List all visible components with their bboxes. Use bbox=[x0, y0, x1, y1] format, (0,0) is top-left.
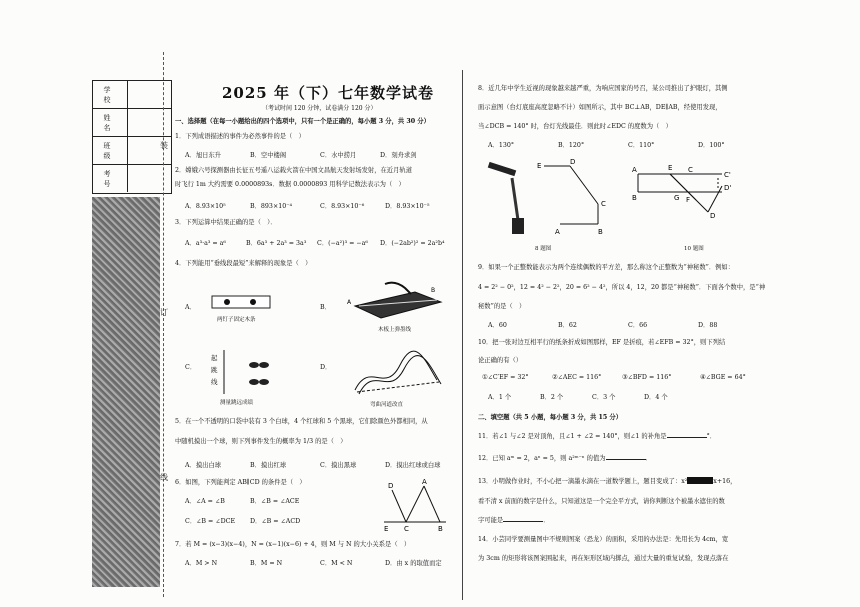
option[interactable]: B．62 bbox=[558, 322, 577, 329]
question-6: 6．如图，下列能判定 AB∥CD 的条件是（ ） bbox=[175, 479, 306, 486]
figure-nailed-strip bbox=[210, 292, 272, 312]
option[interactable]: D．∠B = ∠ACD bbox=[250, 518, 301, 525]
label-C: C bbox=[601, 200, 606, 208]
option[interactable]: C．66 bbox=[628, 322, 648, 329]
char: 跳 bbox=[211, 366, 218, 374]
option[interactable]: B．摸出红球 bbox=[250, 462, 287, 469]
question-2-cont: 时飞行 1m 大约需要 0.0000893s．数据 0.0000893 用科学记数法表示为（ ） bbox=[175, 181, 405, 188]
info-row-number bbox=[93, 165, 171, 192]
option[interactable]: C．摸出黑球 bbox=[320, 462, 357, 469]
figure-long-jump bbox=[222, 350, 282, 395]
svg-text:A: A bbox=[347, 299, 352, 306]
label-E: E bbox=[537, 162, 542, 170]
option[interactable]: C．8.93×10⁻⁶ bbox=[320, 203, 365, 210]
label-A: A bbox=[422, 478, 427, 486]
option[interactable]: D．摸出红球或白球 bbox=[385, 462, 441, 469]
info-label: 姓 名 bbox=[103, 113, 117, 132]
option[interactable]: D．由 x 的取值而定 bbox=[385, 560, 442, 567]
binding-dashed-line bbox=[163, 52, 164, 597]
info-row-school bbox=[93, 81, 171, 109]
section-2-heading: 二、填空题（共 5 小题，每小题 3 分，共 15 分） bbox=[478, 414, 623, 421]
option[interactable]: A．旭日东升 bbox=[185, 152, 222, 159]
statement: ④∠BGE = 64° bbox=[700, 374, 746, 381]
question-4: 4．下列能用“垂线段最短”来解释的现象是（ ） bbox=[175, 260, 312, 267]
option[interactable]: B．893×10⁻⁴ bbox=[250, 203, 293, 210]
question-13-cont2 bbox=[478, 515, 549, 525]
page-title: 2025 年（下）七年数学试卷 bbox=[222, 84, 434, 102]
label-Cp: C' bbox=[724, 171, 731, 179]
question-13-cont: 看不清 x 前面的数字是什么，只知道这是一个完全平方式，请你判断这个被墨水遮住的数 bbox=[478, 498, 725, 505]
option[interactable]: A．∠A = ∠B bbox=[185, 498, 225, 505]
svg-text:B: B bbox=[431, 287, 436, 294]
question-9-cont: 4 = 2² − 0²，12 = 4² − 2²，20 = 6² − 4²，所以 4，12，20 都是“神秘数”．下面各个数中，是“神 bbox=[478, 284, 766, 291]
question-13 bbox=[478, 477, 736, 486]
option[interactable]: C．水中捞月 bbox=[320, 152, 357, 159]
info-label: 班 级 bbox=[103, 141, 117, 160]
question-10: 10．把一张对边互相平行的纸条折成如图那样，EF 是折痕，若∠EFB = 32°，则下列结 bbox=[478, 339, 726, 346]
option[interactable]: B．∠B = ∠ACE bbox=[250, 498, 300, 505]
option-label[interactable]: D． bbox=[320, 364, 332, 371]
label-C: C bbox=[688, 166, 693, 174]
info-field[interactable] bbox=[127, 109, 171, 136]
option[interactable]: D．8.93×10⁻⁵ bbox=[385, 203, 430, 210]
question-5-cont: 中随机摸出一个球，则下列事件发生的概率为 1/3 的是（ ） bbox=[175, 438, 347, 445]
binding-margin-hatch bbox=[92, 197, 160, 587]
option[interactable]: C．M < N bbox=[320, 560, 353, 567]
label-B: B bbox=[632, 194, 637, 202]
info-label: 考 号 bbox=[103, 169, 117, 188]
option[interactable]: D．4 个 bbox=[644, 394, 668, 401]
option[interactable]: D．100° bbox=[698, 142, 725, 149]
char: 起 bbox=[211, 354, 218, 362]
label-D: D bbox=[570, 158, 576, 166]
option[interactable]: C．110° bbox=[628, 142, 655, 149]
option[interactable]: D．(−2ab²)² = 2a²b⁴ bbox=[380, 240, 445, 247]
answer-blank[interactable] bbox=[667, 431, 707, 438]
question-5: 5．在一个不透明的口袋中装有 3 个白球，4 个红球和 5 个黑球，它们除颜色外都相同，从 bbox=[175, 418, 428, 425]
q12-text: 12．已知 aᵐ = 2，aⁿ = 5，则 a²ᵐ⁻ⁿ 的值为 bbox=[478, 455, 606, 462]
label-F: F bbox=[686, 196, 691, 204]
label-C: C bbox=[404, 525, 409, 533]
question-1: 1．下列成语描述的事件为必然事件的是（ ） bbox=[175, 133, 305, 140]
question-12 bbox=[478, 453, 652, 463]
option[interactable]: B．6a³ + 2a³ = 3a³ bbox=[246, 240, 307, 247]
takeoff-line-label bbox=[211, 352, 218, 388]
q11-text: 11．若∠1 与∠2 是对顶角，且∠1 + ∠2 = 140°，则∠1 的补角是 bbox=[478, 433, 667, 440]
section-1-heading: 一、选择题（在每一小题给出的四个选项中，只有一个是正确的，每小题 3 分，共 30 分） bbox=[175, 118, 430, 125]
option[interactable]: B．M = N bbox=[250, 560, 283, 567]
figure-q6-angles bbox=[380, 476, 450, 534]
char: 线 bbox=[211, 378, 218, 386]
option[interactable]: B．2 个 bbox=[540, 394, 564, 401]
option[interactable]: A．130° bbox=[488, 142, 515, 149]
answer-blank[interactable] bbox=[606, 453, 646, 460]
figure-caption: 弯曲河道改直 bbox=[370, 402, 404, 408]
q13c-end: ． bbox=[543, 517, 550, 524]
question-11 bbox=[478, 431, 716, 441]
option[interactable]: A．摸出白球 bbox=[185, 462, 222, 469]
option-label[interactable]: C． bbox=[185, 364, 197, 371]
label-Dp: D' bbox=[724, 184, 732, 192]
option[interactable]: B．空中楼阁 bbox=[250, 152, 287, 159]
answer-blank[interactable] bbox=[503, 515, 543, 522]
figure-desk-lamp bbox=[482, 158, 612, 240]
exam-subtitle: （考试时间 120 分钟，试卷满分 120 分） bbox=[262, 105, 377, 112]
option[interactable]: A．1 个 bbox=[488, 394, 512, 401]
figure-caption: 木板上弹墨线 bbox=[378, 327, 412, 333]
label-B: B bbox=[598, 228, 603, 236]
figure-river bbox=[345, 350, 445, 398]
option[interactable]: D．刻舟求剑 bbox=[380, 152, 417, 159]
label-G: G bbox=[674, 194, 680, 202]
q11-end: °． bbox=[706, 433, 717, 440]
question-8-cont: 当∠DCB = 140° 时，台灯光线最佳．则此时∠EDC 的度数为（ ） bbox=[478, 123, 672, 130]
question-9-cont: 秘数”的是（ ） bbox=[478, 303, 526, 310]
q13-text: 13．小明做作业时，不小心把一滴墨水滴在一道数学题上，题目变成了：x² bbox=[478, 478, 688, 485]
option-label[interactable]: A． bbox=[185, 304, 196, 311]
q13c-text: 字可能是 bbox=[478, 517, 504, 524]
figure-folded-strip bbox=[630, 160, 740, 230]
info-row-name bbox=[93, 109, 171, 137]
q12-end: ． bbox=[645, 455, 652, 462]
figure-caption: 测量跳远成绩 bbox=[220, 400, 254, 406]
option[interactable]: B．120° bbox=[558, 142, 585, 149]
option[interactable]: C．(−a²)³ = −a⁶ bbox=[317, 240, 368, 247]
binding-char: 线 bbox=[160, 473, 168, 482]
figure-ink-line-board bbox=[345, 280, 445, 320]
question-7: 7．若 M = (x−3)(x−4)，N = (x−1)(x−6) + 4，则 M 与 N 的大小关系是（ ） bbox=[175, 541, 411, 548]
question-2: 2．嫦娥六号探测器由长征五号遥八运载火箭在中国文昌航天发射场发射，在近月轨道 bbox=[175, 167, 412, 174]
info-field[interactable] bbox=[127, 81, 171, 108]
option[interactable]: A．a³·a³ = a⁶ bbox=[185, 240, 226, 247]
label-B: B bbox=[438, 525, 443, 533]
binding-char: 订 bbox=[160, 308, 168, 317]
question-14: 14．小芸同学要测量图中不规则图案（恐龙）的面积，采用的办法是：先用长为 4cm，宽 bbox=[478, 536, 729, 543]
label-A: A bbox=[632, 166, 637, 174]
figure-caption: 8 题图 bbox=[535, 246, 552, 252]
statement: ①∠C′EF = 32° bbox=[482, 374, 529, 381]
statement: ③∠BFD = 116° bbox=[622, 374, 672, 381]
label-D: D bbox=[388, 482, 394, 490]
question-9: 9．如果一个正整数能表示为两个连续偶数的平方差，那么称这个正整数为“神秘数”．例如： bbox=[478, 264, 735, 271]
option[interactable]: A．60 bbox=[488, 322, 507, 329]
label-E: E bbox=[668, 164, 673, 172]
binding-char: 装 bbox=[160, 141, 168, 150]
option[interactable]: C．∠B = ∠DCE bbox=[185, 518, 236, 525]
label-A: A bbox=[555, 228, 560, 236]
figure-caption: 10 题图 bbox=[684, 246, 704, 252]
question-8: 8．近几年中学生近视的现象越来越严重，为响应国家的号召，某公司推出了护眼灯，其侧 bbox=[478, 85, 728, 92]
option[interactable]: A．8.93×10⁵ bbox=[185, 203, 226, 210]
ink-blot bbox=[687, 477, 713, 484]
figure-caption: 两钉子固定木条 bbox=[217, 317, 256, 323]
student-info-table bbox=[92, 80, 172, 194]
info-label: 学 校 bbox=[103, 85, 117, 104]
statement: ②∠AEC = 116° bbox=[552, 374, 602, 381]
question-10-cont: 论正确的有（） bbox=[478, 357, 523, 364]
option-label[interactable]: B． bbox=[320, 304, 331, 311]
option[interactable]: A．M > N bbox=[185, 560, 218, 567]
option[interactable]: C．3 个 bbox=[592, 394, 616, 401]
option[interactable]: D．88 bbox=[698, 322, 718, 329]
question-14-cont: 为 3cm 的矩形将该图案围起来，再在矩形区域内掷点，通过大量的重复试验，发现点落在 bbox=[478, 555, 729, 562]
q13-end: x+16， bbox=[713, 478, 737, 485]
info-field[interactable] bbox=[127, 165, 171, 192]
label-D: D bbox=[710, 212, 716, 220]
question-8-cont: 面示意图（台灯底座高度忽略不计）如图所示，其中 BC⊥AB，DE∥AB，经使用发现， bbox=[478, 104, 722, 111]
question-3: 3．下列运算中结果正确的是（ ）． bbox=[175, 219, 277, 226]
label-E: E bbox=[384, 525, 389, 533]
column-separator bbox=[462, 70, 463, 600]
